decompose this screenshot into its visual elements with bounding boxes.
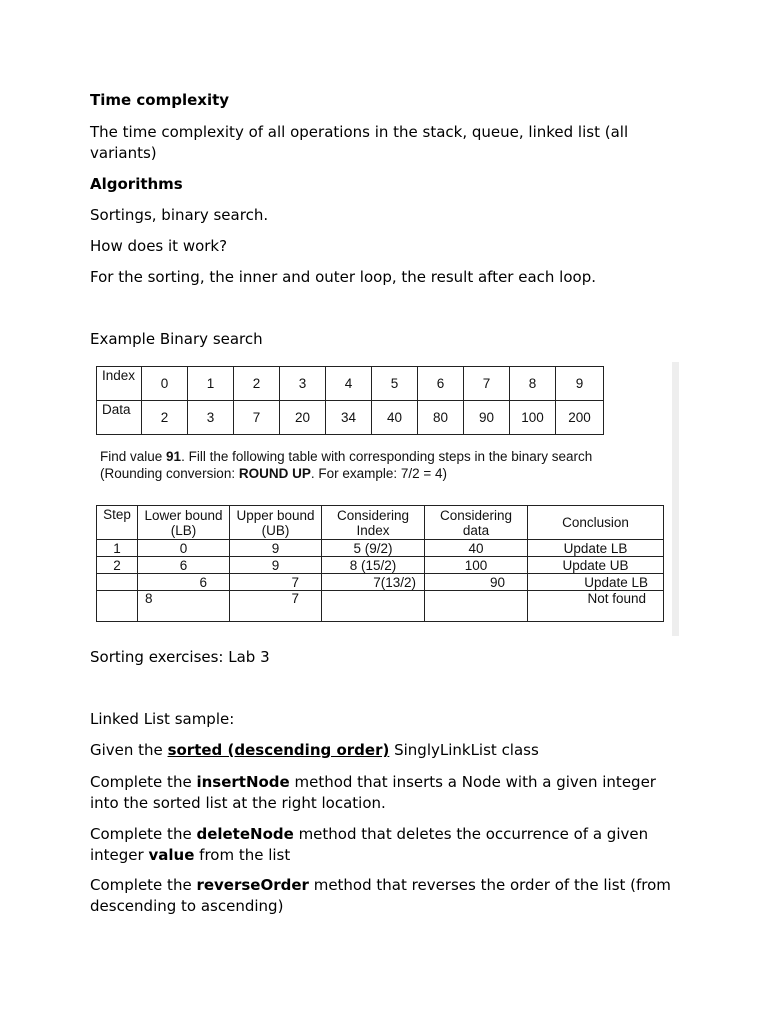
data-cell: 80 bbox=[418, 401, 464, 435]
steps-header-row bbox=[97, 506, 664, 540]
conclusion-cell: Update LB bbox=[528, 540, 664, 557]
index-cell: 9 bbox=[556, 367, 604, 401]
index-cell: 1 bbox=[188, 367, 234, 401]
header-step: Step bbox=[97, 506, 138, 540]
header-upper-bound: Upper bound (UB) bbox=[230, 506, 322, 540]
data-cell: 2 bbox=[142, 401, 188, 435]
index-label: Index bbox=[97, 367, 142, 401]
index-cell bbox=[322, 591, 425, 622]
ub-cell: 7 bbox=[230, 574, 322, 591]
data-cell: 3 bbox=[188, 401, 234, 435]
find-line: Find value 91. Fill the following table with corresponding steps in the binary search bbox=[100, 449, 593, 464]
algorithms-text: Sortings, binary search. bbox=[90, 206, 269, 224]
data-cell: 7 bbox=[234, 401, 280, 435]
delete-node-task: Complete the deleteNode method that deletes the occurrence of a given integer value from the list bbox=[90, 825, 649, 864]
step-cell: 2 bbox=[97, 557, 138, 574]
header-considering-data: Considering data bbox=[425, 506, 528, 540]
data-cell: 34 bbox=[326, 401, 372, 435]
image-edge bbox=[672, 362, 679, 636]
ub-cell: 9 bbox=[230, 540, 322, 557]
data-label: Data bbox=[97, 401, 142, 435]
data-cell: 200 bbox=[556, 401, 604, 435]
index-cell: 8 bbox=[510, 367, 556, 401]
index-data-table bbox=[96, 366, 604, 435]
steps-table bbox=[96, 505, 664, 622]
step-cell bbox=[97, 574, 138, 591]
index-cell: 5 (9/2) bbox=[322, 540, 425, 557]
data-cell: 40 bbox=[372, 401, 418, 435]
index-cell: 0 bbox=[142, 367, 188, 401]
time-complexity-text: The time complexity of all operations in the stack, queue, linked list (all variants) bbox=[90, 123, 629, 162]
ub-cell: 9 bbox=[230, 557, 322, 574]
index-cell: 7(13/2) bbox=[322, 574, 425, 591]
lb-cell: 6 bbox=[138, 574, 230, 591]
binary-search-instructions bbox=[100, 448, 660, 482]
table-row bbox=[97, 540, 664, 557]
how-question: How does it work? bbox=[90, 237, 228, 255]
given-line: Given the sorted (descending order) SinglyLinkList class bbox=[90, 741, 539, 759]
header-conclusion: Conclusion bbox=[528, 506, 664, 540]
index-cell: 5 bbox=[372, 367, 418, 401]
insert-node-task: Complete the insertNode method that inserts a Node with a given integer into the sorted list at the right location. bbox=[90, 773, 656, 812]
table-row bbox=[97, 591, 664, 622]
header-lower-bound: Lower bound (LB) bbox=[138, 506, 230, 540]
index-cell: 7 bbox=[464, 367, 510, 401]
index-row bbox=[97, 367, 604, 401]
step-cell: 1 bbox=[97, 540, 138, 557]
data-row bbox=[97, 401, 604, 435]
data-cell: 40 bbox=[425, 540, 528, 557]
index-cell: 2 bbox=[234, 367, 280, 401]
lb-cell: 8 bbox=[138, 591, 230, 622]
conclusion-cell: Update LB bbox=[528, 574, 664, 591]
linked-list-title: Linked List sample: bbox=[90, 710, 235, 728]
data-cell bbox=[425, 591, 528, 622]
table-row bbox=[97, 557, 664, 574]
data-cell: 100 bbox=[510, 401, 556, 435]
data-cell: 100 bbox=[425, 557, 528, 574]
data-cell: 20 bbox=[280, 401, 326, 435]
header-considering-index: Considering Index bbox=[322, 506, 425, 540]
example-title: Example Binary search bbox=[90, 330, 263, 348]
index-cell: 8 (15/2) bbox=[322, 557, 425, 574]
lb-cell: 0 bbox=[138, 540, 230, 557]
algorithms-heading: Algorithms bbox=[90, 175, 183, 193]
table-row bbox=[97, 574, 664, 591]
step-cell bbox=[97, 591, 138, 622]
lb-cell: 6 bbox=[138, 557, 230, 574]
conclusion-cell: Not found bbox=[528, 591, 664, 622]
index-cell: 6 bbox=[418, 367, 464, 401]
data-cell: 90 bbox=[464, 401, 510, 435]
sorting-exercises: Sorting exercises: Lab 3 bbox=[90, 648, 270, 666]
ub-cell: 7 bbox=[230, 591, 322, 622]
data-cell: 90 bbox=[425, 574, 528, 591]
index-cell: 4 bbox=[326, 367, 372, 401]
time-complexity-heading: Time complexity bbox=[90, 91, 230, 109]
sorting-note: For the sorting, the inner and outer loop, the result after each loop. bbox=[90, 268, 596, 286]
rounding-line: (Rounding conversion: ROUND UP. For example: 7/2 = 4) bbox=[100, 466, 448, 481]
reverse-order-task: Complete the reverseOrder method that reverses the order of the list (from descending to ascending) bbox=[90, 876, 671, 915]
conclusion-cell: Update UB bbox=[528, 557, 664, 574]
index-cell: 3 bbox=[280, 367, 326, 401]
